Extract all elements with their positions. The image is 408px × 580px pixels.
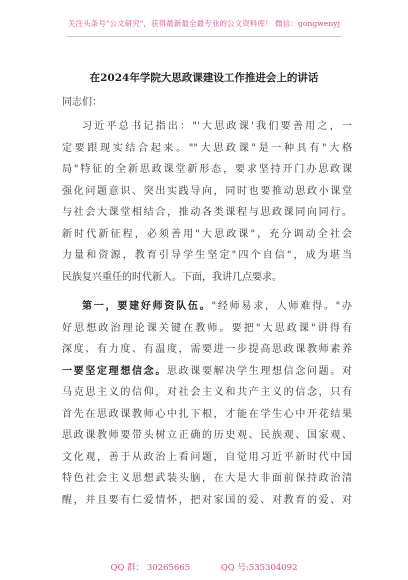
page-title: 在2024年学院大思政课建设工作推进会上的讲话 [89,72,319,84]
paragraph-line: 强化问题意识、突出实践导向，同时也要推动思政小课堂 [62,185,352,197]
footer-contact [0,561,408,573]
quote-text: "经师易求，人师难得。"办 [211,301,352,312]
paragraph-line: 首先在思政课教师心中扎下根，才能在学生心中开花结果 [62,408,352,420]
paragraph-line: 民族复兴重任的时代新人。下面，我讲几点要求。 [62,271,282,283]
paragraph-line [62,361,352,383]
subsection-heading: 一要坚定理想信念。 [62,365,167,377]
paragraph-line: 深度、有力度、有温度，需要进一步提高思政课教师素养 [62,344,352,355]
paragraph-line: 定要跟现实结合起来。""大思政课"是一种具有"大格 [62,142,352,154]
qq-number-text: QQ 号:535304092 [220,563,298,573]
qq-group-text: QQ 群： 30265665 [110,563,191,573]
paragraph-line: 特色社会主义思想武装头脑，在大是大非面前保持政治清 [62,473,352,484]
paragraph-line: 马克思主义的信仰，对社会主义和共产主义的信念，只有 [62,387,352,398]
paragraph-line: 与社会大课堂相结合，推动各类课程与思政课同向同行。 [62,207,352,218]
paragraph-2 [62,296,352,511]
paragraph-text: 思政课要解决学生理想信念问题。对 [167,365,352,377]
paragraph-line [62,296,352,318]
promo-banner: 关注头条号"公文研究"，获得最新最全最专业的公文资料库！ 微信：gongwenyj [67,19,341,28]
paragraph-line: 习近平总书记指出："'大思政课'我们要善用之，一 [82,121,352,132]
section-heading: 第一，要建好师资队伍。 [82,301,212,312]
paragraph-line: 醒，并且要有仁爱情怀，把对家国的爱、对教育的爱、对 [62,494,352,506]
paragraph-1 [62,116,352,288]
banner-divider [66,36,342,37]
paragraph-line: 文化观，善于从政治上看问题，自觉用习近平新时代中国 [62,451,352,463]
paragraph-line: 力量和资源，教育引导学生坚定"四个自信"，成为堪当 [62,250,352,261]
paragraph-line: 思政课教师要带头树立正确的历史观、民族观、国家观、 [62,430,352,441]
salutation: 同志们： [62,97,102,108]
paragraph-line: 好思想政治理论课关键在教师。要把"大思政课"讲得有 [62,322,352,334]
paragraph-line: 新时代新征程，必须善用"大思政课"，充分调动全社会 [62,228,352,240]
paragraph-line: 局"特征的全新思政课堂新形态，要求坚持开门办思政课 [62,164,352,175]
